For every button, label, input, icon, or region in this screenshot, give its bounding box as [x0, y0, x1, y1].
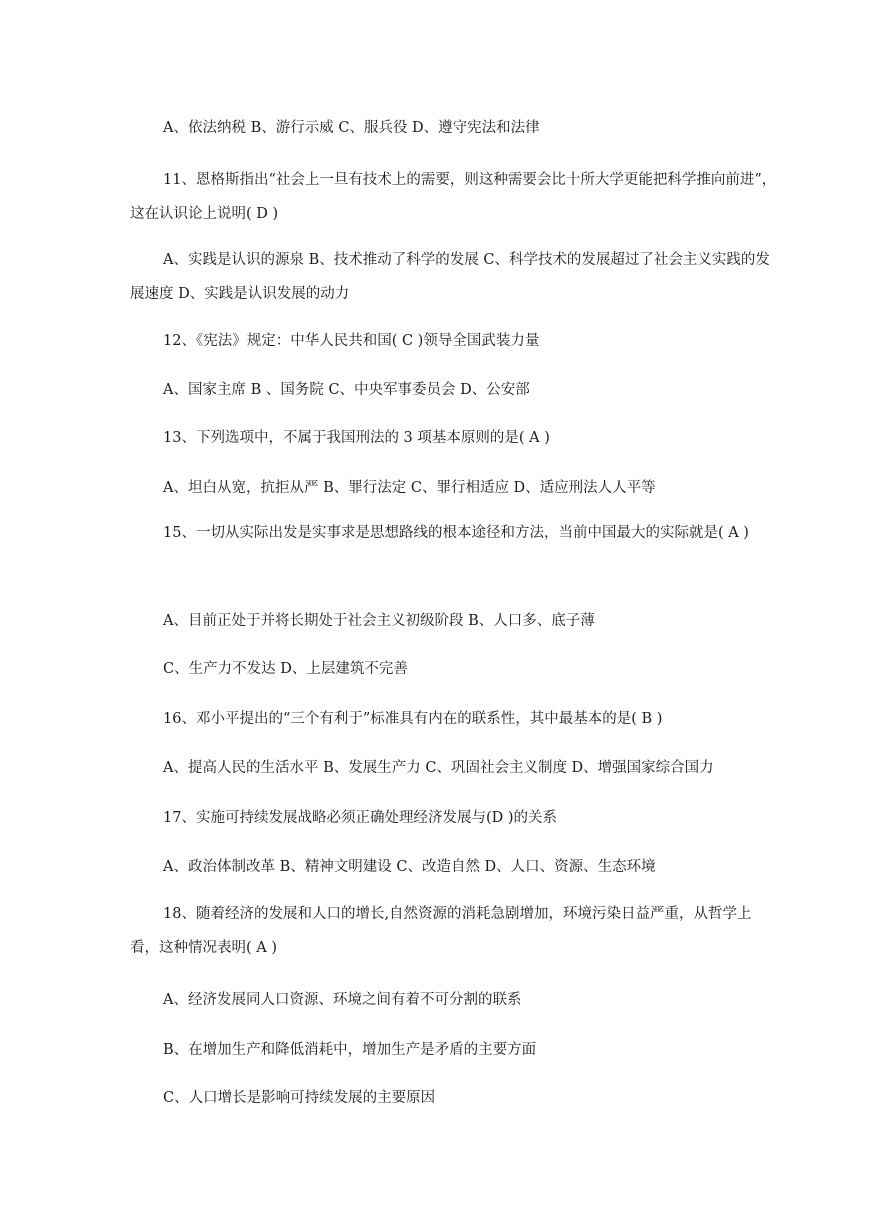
answer-options-q15-c-d: C、生产力不发达 D、上层建筑不完善 — [163, 661, 408, 677]
answer-option-q18-c: C、人口增长是影响可持续发展的主要原因 — [163, 1090, 436, 1106]
answer-options-q13: A、坦白从宽，抗拒从严 B、罪行法定 C、罪行相适应 D、适应刑法人人平等 — [163, 480, 656, 496]
question-11: 11、恩格斯指出“社会上一旦有技术上的需要，则这种需要会比十所大学更能把科学推向前进”，这在认识论上说明( D ) — [130, 172, 777, 222]
question-17: 17、实施可持续发展战略必须正确处理经济发展与(D )的关系 — [163, 810, 557, 826]
answer-options-q16: A、提高人民的生活水平 B、发展生产力 C、巩固社会主义制度 D、增强国家综合国力 — [163, 760, 714, 776]
answer-options-q10: A、依法纳税 B、游行示威 C、服兵役 D、遵守宪法和法律 — [163, 120, 540, 136]
answer-options-q15-a-b: A、目前正处于并将长期处于社会主义初级阶段 B、人口多、底子薄 — [163, 613, 595, 629]
answer-options-q12: A、国家主席 B 、国务院 C、中央军事委员会 D、公安部 — [163, 382, 530, 398]
question-16: 16、邓小平提出的“三个有利于”标准具有内在的联系性，其中最基本的是( B ) — [163, 711, 663, 727]
question-18: 18、随着经济的发展和人口的增长,自然资源的消耗急剧增加，环境污染日益严重，从哲学上看，这种情况表明( A ) — [130, 906, 752, 956]
question-12: 12、《宪法》规定：中华人民共和国( C )领导全国武装力量 — [163, 333, 540, 349]
question-15: 15、一切从实际出发是实事求是思想路线的根本途径和方法，当前中国最大的实际就是( A ) — [163, 525, 749, 541]
answer-option-q18-a: A、经济发展同人口资源、环境之间有着不可分割的联系 — [163, 992, 522, 1008]
answer-options-q17: A、政治体制改革 B、精神文明建设 C、改造自然 D、人口、资源、生态环境 — [163, 859, 656, 875]
question-13: 13、下列选项中，不属于我国刑法的 3 项基本原则的是( A ) — [163, 430, 550, 446]
answer-option-q18-b: B、在增加生产和降低消耗中，增加生产是矛盾的主要方面 — [163, 1042, 537, 1058]
answer-options-q11: A、实践是认识的源泉 B、技术推动了科学的发展 C、科学技术的发展超过了社会主义实践的发展速度 D、实践是认识发展的动力 — [130, 252, 770, 302]
